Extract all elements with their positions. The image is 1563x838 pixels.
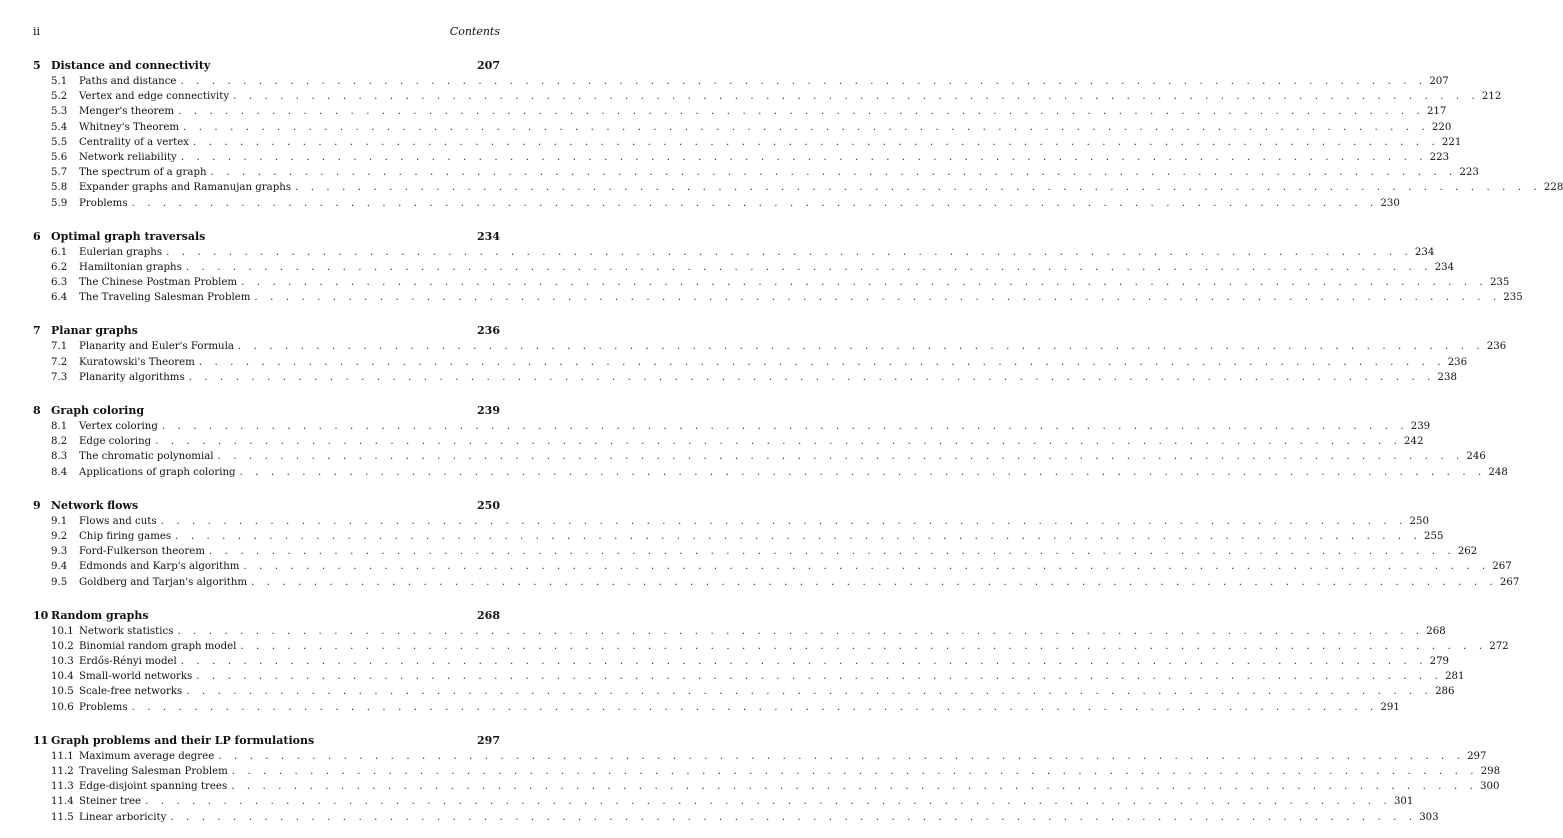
section-entry[interactable] (33, 260, 1455, 275)
section-entry[interactable] (33, 434, 1424, 449)
dot-leader: . . . . . . . . . . . . . . . . . . . . . . . . . . . . . . . . . . . . . . . . . . . . . . . . . . . . . . . . . . . . . . . . . . . . . . . . . . . . . . . . (217, 451, 1464, 463)
section-number: 7.3 (51, 371, 68, 383)
dot-leader: . . . . . . . . . . . . . . . . . . . . . . . . . . . . . . . . . . . . . . . . . . . . . . . . . . . . . . . . . . . . . . . . . . . . . . . . . . . . . . . . (178, 106, 1425, 118)
section-title: Kuratowski's Theorem (79, 356, 195, 368)
section-number: 5.6 (51, 151, 68, 163)
chapter-number: 8 (33, 404, 41, 417)
section-page: 267 (1492, 561, 1512, 573)
running-head (33, 24, 500, 40)
section-number: 8.2 (51, 436, 68, 448)
section-title: Ford-Fulkerson theorem (79, 546, 205, 558)
section-entry[interactable] (33, 779, 1500, 794)
dot-leader: . . . . . . . . . . . . . . . . . . . . . . . . . . . . . . . . . . . . . . . . . . . . . . . . . . . . . . . . . . . . . . . . . . . . . . . . . . . . . . . . (186, 686, 1433, 698)
section-number: 6.2 (51, 261, 68, 273)
section-number: 7.1 (51, 341, 68, 353)
section-number: 9.3 (51, 546, 68, 558)
section-page: 234 (1434, 261, 1455, 273)
dot-leader: . . . . . . . . . . . . . . . . . . . . . . . . . . . . . . . . . . . . . . . . . . . . . . . . . . . . . . . . . . . . . . . . . . . . . . . . . . . . . . . . (166, 246, 1413, 258)
section-number: 7.2 (51, 356, 68, 368)
section-title: Goldberg and Tarjan's algorithm (79, 576, 248, 588)
section-entry[interactable] (33, 104, 1447, 119)
section-title: The chromatic polynomial (79, 451, 214, 463)
chapter-number: 7 (33, 324, 41, 338)
section-entry[interactable] (33, 275, 1510, 290)
section-page: 291 (1380, 701, 1400, 713)
section-page: 228 (1543, 182, 1563, 194)
section-title: Linear arboricity (79, 811, 167, 823)
section-number: 11.1 (51, 750, 74, 762)
section-entry[interactable] (33, 290, 1523, 305)
section-title: Small-world networks (79, 671, 193, 683)
chapter-heading[interactable] (33, 229, 500, 245)
section-page: 297 (1467, 750, 1487, 762)
section-page: 267 (1499, 576, 1520, 588)
section-page: 303 (1419, 811, 1439, 823)
section-title: The Traveling Salesman Problem (79, 292, 251, 304)
toc-chapter (33, 498, 1520, 590)
section-title: Erdős-Rényi model (79, 656, 177, 668)
dot-leader: . . . . . . . . . . . . . . . . . . . . . . . . . . . . . . . . . . . . . . . . . . . . . . . . . . . . . . . . . . . . . . . . . . . . . . . . . . . . . . . . (243, 561, 1490, 573)
section-number: 5.5 (51, 136, 68, 148)
section-page: 300 (1480, 781, 1500, 793)
section-entry[interactable] (33, 465, 1508, 480)
section-page: 286 (1435, 686, 1455, 698)
section-entry[interactable] (33, 449, 1486, 464)
section-page: 236 (1486, 341, 1507, 353)
dot-leader: . . . . . . . . . . . . . . . . . . . . . . . . . . . . . . . . . . . . . . . . . . . . . . . . . . . . . . . . . . . . . . . . . . . . . . . . . . . . . . . . (251, 576, 1498, 588)
section-entry[interactable] (33, 339, 1507, 354)
section-title: The spectrum of a graph (79, 167, 207, 179)
section-number: 5.3 (51, 106, 68, 118)
section-entry[interactable] (33, 544, 1478, 559)
dot-leader: . . . . . . . . . . . . . . . . . . . . . . . . . . . . . . . . . . . . . . . . . . . . . . . . . . . . . . . . . . . . . . . . . . . . . . . . . . . . . . . . (254, 292, 1501, 304)
chapter-heading[interactable] (33, 608, 500, 624)
toc-page (33, 24, 1563, 825)
section-title: Network reliability (79, 151, 177, 163)
section-title: Chip firing games (79, 530, 172, 542)
toc-chapter (33, 323, 1507, 385)
section-page: 248 (1488, 466, 1508, 478)
section-page: 221 (1441, 136, 1462, 148)
section-title: The Chinese Postman Problem (79, 277, 238, 289)
section-page: 212 (1481, 91, 1502, 103)
dot-leader: . . . . . . . . . . . . . . . . . . . . . . . . . . . . . . . . . . . . . . . . . . . . . . . . . . . . . . . . . . . . . . . . . . . . . . . . . . . . . . . . (170, 811, 1417, 823)
dot-leader: . . . . . . . . . . . . . . . . . . . . . . . . . . . . . . . . . . . . . . . . . . . . . . . . . . . . . . . . . . . . . . . . . . . . . . . . . . . . . . . . (233, 91, 1480, 103)
dot-leader: . . . . . . . . . . . . . . . . . . . . . . . . . . . . . . . . . . . . . . . . . . . . . . . . . . . . . . . . . . . . . . . . . . . . . . . . . . . . . . . . (180, 151, 1428, 163)
section-entry[interactable] (33, 764, 1501, 779)
chapter-title: Graph coloring (51, 404, 145, 417)
section-page: 235 (1489, 277, 1510, 289)
section-number: 8.4 (51, 466, 68, 478)
dot-leader: . . . . . . . . . . . . . . . . . . . . . . . . . . . . . . . . . . . . . . . . . . . . . . . . . . . . . . . . . . . . . . . . . . . . . . . . . . . . . . . . (188, 371, 1435, 383)
dot-leader: . . . . . . . . . . . . . . . . . . . . . . . . . . . . . . . . . . . . . . . . . . . . . . . . . . . . . . . . . . . . . . . . . . . . . . . . . . . . . . . . (231, 766, 1479, 777)
dot-leader: . . . . . . . . . . . . . . . . . . . . . . . . . . . . . . . . . . . . . . . . . . . . . . . . . . . . . . . . . . . . . . . . . . . . . . . . . . . . . . . . (160, 515, 1407, 527)
chapter-page: 236 (477, 324, 500, 338)
section-page: 230 (1380, 197, 1400, 209)
chapter-heading[interactable] (33, 58, 500, 74)
section-title: Applications of graph coloring (79, 466, 236, 478)
section-page: 236 (1447, 356, 1468, 368)
section-number: 10.6 (51, 701, 74, 713)
dot-leader: . . . . . . . . . . . . . . . . . . . . . . . . . . . . . . . . . . . . . . . . . . . . . . . . . . . . . . . . . . . . . . . . . . . . . . . . . . . . . . . . (218, 750, 1465, 762)
section-number: 6.4 (51, 292, 68, 304)
dot-leader: . . . . . . . . . . . . . . . . . . . . . . . . . . . . . . . . . . . . . . . . . . . . . . . . . . . . . . . . . . . . . . . . . . . . . . . . . . . . . . . . (193, 136, 1440, 148)
section-page: 234 (1414, 246, 1435, 258)
section-entry[interactable] (33, 624, 1446, 639)
dot-leader: . . . . . . . . . . . . . . . . . . . . . . . . . . . . . . . . . . . . . . . . . . . . . . . . . . . . . . . . . . . . . . . . . . . . . . . . . . . . . . . . (210, 167, 1457, 179)
dot-leader: . . . . . . . . . . . . . . . . . . . . . . . . . . . . . . . . . . . . . . . . . . . . . . . . . . . . . . . . . . . . . . . . . . . . . . . . . . . . . . . . (295, 182, 1542, 194)
dot-leader: . . . . . . . . . . . . . . . . . . . . . . . . . . . . . . . . . . . . . . . . . . . . . . . . . . . . . . . . . . . . . . . . . . . . . . . . . . . . . . . . (208, 546, 1456, 558)
dot-leader: . . . . . . . . . . . . . . . . . . . . . . . . . . . . . . . . . . . . . . . . . . . . . . . . . . . . . . . . . . . . . . . . . . . . . . . . . . . . . . . . (131, 701, 1378, 713)
section-number: 5.2 (51, 91, 68, 103)
section-title: Scale-free networks (79, 686, 183, 698)
dot-leader: . . . . . . . . . . . . . . . . . . . . . . . . . . . . . . . . . . . . . . . . . . . . . . . . . . . . . . . . . . . . . . . . . . . . . . . . . . . . . . . . (239, 466, 1486, 478)
section-page: 246 (1466, 451, 1486, 463)
section-title: Vertex and edge connectivity (79, 91, 230, 103)
section-page: 272 (1489, 640, 1509, 652)
section-number: 5.8 (51, 182, 68, 194)
chapter-title: Optimal graph traversals (51, 229, 206, 243)
section-title: Expander graphs and Ramanujan graphs (79, 182, 292, 194)
section-number: 5.9 (51, 197, 68, 209)
section-page: 217 (1426, 106, 1447, 118)
chapter-page: 297 (477, 733, 500, 747)
section-entry[interactable] (33, 654, 1450, 669)
section-title: Paths and distance (79, 76, 177, 87)
dot-leader: . . . . . . . . . . . . . . . . . . . . . . . . . . . . . . . . . . . . . . . . . . . . . . . . . . . . . . . . . . . . . . . . . . . . . . . . . . . . . . . . (183, 121, 1430, 133)
section-title: Menger's theorem (79, 106, 175, 118)
dot-leader: . . . . . . . . . . . . . . . . . . . . . . . . . . . . . . . . . . . . . . . . . . . . . . . . . . . . . . . . . . . . . . . . . . . . . . . . . . . . . . . . (155, 436, 1402, 448)
section-number: 5.1 (51, 76, 68, 87)
section-entry[interactable] (33, 810, 1439, 825)
section-number: 6.1 (51, 246, 68, 258)
chapter-page: 250 (477, 498, 500, 512)
section-entry[interactable] (33, 639, 1509, 654)
dot-leader: . . . . . . . . . . . . . . . . . . . . . . . . . . . . . . . . . . . . . . . . . . . . . . . . . . . . . . . . . . . . . . . . . . . . . . . . . . . . . . . . (237, 341, 1485, 353)
section-title: Vertex coloring (79, 421, 158, 432)
section-number: 10.1 (51, 625, 74, 637)
toc-chapter (33, 229, 1523, 306)
chapter-number: 5 (33, 59, 41, 72)
toc-chapter (33, 58, 1563, 211)
section-number: 9.2 (51, 530, 68, 542)
table-of-contents (33, 58, 1563, 825)
section-title: Maximum average degree (79, 750, 215, 762)
section-number: 5.7 (51, 167, 68, 179)
section-title: Flows and cuts (79, 515, 157, 527)
chapter-title: Distance and connectivity (51, 59, 211, 72)
section-page: 223 (1459, 167, 1479, 179)
section-entry[interactable] (33, 419, 1431, 434)
dot-leader: . . . . . . . . . . . . . . . . . . . . . . . . . . . . . . . . . . . . . . . . . . . . . . . . . . . . . . . . . . . . . . . . . . . . . . . . . . . . . . . . (241, 277, 1488, 289)
section-page: 207 (1429, 76, 1449, 87)
section-page: 238 (1437, 371, 1457, 383)
chapter-number: 6 (33, 229, 41, 243)
chapter-title: Network flows (51, 498, 139, 512)
section-number: 8.1 (51, 421, 68, 432)
dot-leader: . . . . . . . . . . . . . . . . . . . . . . . . . . . . . . . . . . . . . . . . . . . . . . . . . . . . . . . . . . . . . . . . . . . . . . . . . . . . . . . . (161, 421, 1409, 432)
section-page: 268 (1426, 625, 1446, 637)
section-title: Whitney's Theorem (79, 121, 180, 133)
section-number: 10.4 (51, 671, 74, 683)
dot-leader: . . . . . . . . . . . . . . . . . . . . . . . . . . . . . . . . . . . . . . . . . . . . . . . . . . . . . . . . . . . . . . . . . . . . . . . . . . . . . . . . (196, 671, 1443, 683)
section-page: 235 (1503, 292, 1523, 304)
dot-leader: . . . . . . . . . . . . . . . . . . . . . . . . . . . . . . . . . . . . . . . . . . . . . . . . . . . . . . . . . . . . . . . . . . . . . . . . . . . . . . . . (180, 656, 1428, 668)
section-page: 301 (1393, 796, 1414, 808)
chapter-number: 9 (33, 498, 41, 512)
section-title: Steiner tree (79, 796, 142, 808)
dot-leader: . . . . . . . . . . . . . . . . . . . . . . . . . . . . . . . . . . . . . . . . . . . . . . . . . . . . . . . . . . . . . . . . . . . . . . . . . . . . . . . . (175, 530, 1422, 542)
page-label: ii (33, 25, 41, 38)
section-page: 281 (1445, 671, 1465, 683)
dot-leader: . . . . . . . . . . . . . . . . . . . . . . . . . . . . . . . . . . . . . . . . . . . . . . . . . . . . . . . . . . . . . . . . . . . . . . . . . . . . . . . . (180, 76, 1427, 87)
section-page: 298 (1480, 766, 1501, 777)
section-number: 10.2 (51, 640, 74, 652)
section-entry[interactable] (33, 89, 1502, 104)
section-title: Edge coloring (79, 436, 152, 448)
section-entry[interactable] (33, 120, 1452, 135)
section-title: Binomial random graph model (79, 640, 237, 652)
chapter-heading[interactable] (33, 403, 500, 419)
section-number: 9.5 (51, 576, 68, 588)
chapter-title: Graph problems and their LP formulations (51, 733, 315, 747)
section-entry[interactable] (33, 196, 1400, 211)
section-title: Planarity and Euler's Formula (79, 341, 234, 353)
section-page: 220 (1431, 121, 1452, 133)
section-entry[interactable] (33, 180, 1563, 195)
section-page: 223 (1429, 151, 1450, 163)
section-number: 5.4 (51, 121, 68, 133)
section-entry[interactable] (33, 370, 1457, 385)
chapter-title: Random graphs (51, 608, 149, 622)
section-entry[interactable] (33, 684, 1455, 699)
chapter-heading[interactable] (33, 733, 500, 749)
chapter-heading[interactable] (33, 498, 500, 514)
chapter-page: 268 (477, 608, 500, 622)
section-page: 279 (1429, 656, 1450, 668)
section-page: 242 (1404, 436, 1424, 448)
section-number: 8.3 (51, 451, 68, 463)
running-title: Contents (449, 25, 500, 38)
dot-leader: . . . . . . . . . . . . . . . . . . . . . . . . . . . . . . . . . . . . . . . . . . . . . . . . . . . . . . . . . . . . . . . . . . . . . . . . . . . . . . . . (198, 356, 1446, 368)
section-title: Centrality of a vertex (79, 136, 190, 148)
chapter-page: 234 (477, 229, 500, 243)
section-page: 239 (1410, 421, 1431, 432)
section-title: Traveling Salesman Problem (79, 766, 228, 777)
dot-leader: . . . . . . . . . . . . . . . . . . . . . . . . . . . . . . . . . . . . . . . . . . . . . . . . . . . . . . . . . . . . . . . . . . . . . . . . . . . . . . . . (131, 197, 1378, 209)
section-entry[interactable] (33, 74, 1449, 89)
dot-leader: . . . . . . . . . . . . . . . . . . . . . . . . . . . . . . . . . . . . . . . . . . . . . . . . . . . . . . . . . . . . . . . . . . . . . . . . . . . . . . . . (240, 640, 1487, 652)
section-entry[interactable] (33, 165, 1479, 180)
section-number: 10.3 (51, 656, 74, 668)
section-entry[interactable] (33, 355, 1468, 370)
section-title: Edge-disjoint spanning trees (79, 781, 228, 793)
section-title: Edmonds and Karp's algorithm (79, 561, 240, 573)
section-title: Problems (79, 197, 128, 209)
section-entry[interactable] (33, 794, 1414, 809)
section-entry[interactable] (33, 245, 1435, 260)
section-title: Network statistics (79, 625, 174, 637)
chapter-page: 207 (477, 59, 500, 72)
section-number: 11.2 (51, 766, 74, 777)
chapter-page: 239 (477, 404, 500, 417)
section-page: 262 (1457, 546, 1478, 558)
section-entry[interactable] (33, 135, 1462, 150)
chapter-title: Planar graphs (51, 324, 138, 338)
section-number: 11.3 (51, 781, 74, 793)
section-entry[interactable] (33, 559, 1512, 574)
dot-leader: . . . . . . . . . . . . . . . . . . . . . . . . . . . . . . . . . . . . . . . . . . . . . . . . . . . . . . . . . . . . . . . . . . . . . . . . . . . . . . . . (177, 625, 1424, 637)
toc-chapter (33, 403, 1508, 480)
chapter-number: 11 (33, 733, 49, 747)
section-title: Hamiltonian graphs (79, 261, 182, 273)
section-number: 6.3 (51, 277, 68, 289)
section-title: Problems (79, 701, 128, 713)
section-entry[interactable] (33, 669, 1465, 684)
section-page: 250 (1409, 515, 1429, 527)
section-title: Eulerian graphs (79, 246, 163, 258)
section-entry[interactable] (33, 150, 1450, 165)
dot-leader: . . . . . . . . . . . . . . . . . . . . . . . . . . . . . . . . . . . . . . . . . . . . . . . . . . . . . . . . . . . . . . . . . . . . . . . . . . . . . . . . (185, 261, 1433, 273)
section-number: 11.4 (51, 796, 74, 808)
section-number: 10.5 (51, 686, 74, 698)
section-entry[interactable] (33, 529, 1444, 544)
section-title: Planarity algorithms (79, 371, 185, 383)
section-number: 9.4 (51, 561, 68, 573)
toc-chapter (33, 733, 1501, 825)
chapter-heading[interactable] (33, 323, 500, 339)
section-page: 255 (1423, 530, 1444, 542)
dot-leader: . . . . . . . . . . . . . . . . . . . . . . . . . . . . . . . . . . . . . . . . . . . . . . . . . . . . . . . . . . . . . . . . . . . . . . . . . . . . . . . . (231, 781, 1478, 793)
chapter-number: 10 (33, 608, 49, 622)
section-number: 11.5 (51, 811, 74, 823)
section-entry[interactable] (33, 749, 1487, 764)
dot-leader: . . . . . . . . . . . . . . . . . . . . . . . . . . . . . . . . . . . . . . . . . . . . . . . . . . . . . . . . . . . . . . . . . . . . . . . . . . . . . . . . (145, 796, 1392, 808)
section-entry[interactable] (33, 514, 1429, 529)
section-entry[interactable] (33, 700, 1400, 715)
section-number: 9.1 (51, 515, 68, 527)
section-entry[interactable] (33, 575, 1520, 590)
toc-chapter (33, 608, 1509, 715)
